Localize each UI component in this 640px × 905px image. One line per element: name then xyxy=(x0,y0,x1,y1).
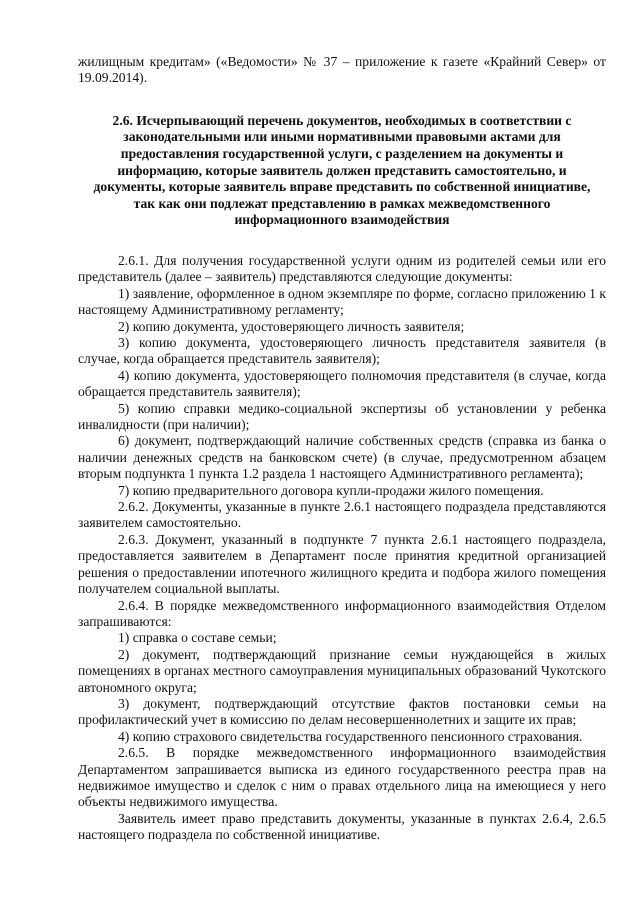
paragraph-2-6-2: 2.6.2. Документы, указанные в пункте 2.6.1 настоящего подраздела представляются заявителем самостоятельно. xyxy=(78,499,606,531)
paragraph-2-6-5: 2.6.5. В порядке межведомственного информационного взаимодействия Департаментом запрашивается выписка из единого государственного реестра прав на недвижимое имущество и сделок с ним о правах отдельного лица на имеющиеся у него объекты недвижимого имущества. xyxy=(78,745,606,810)
intro-paragraph: жилищным кредитам» («Ведомости» № 37 – приложение к газете «Крайний Север» от 19.09.2014). xyxy=(78,54,606,86)
list-item-2: 2) копию документа, удостоверяющего личность заявителя; xyxy=(118,318,465,334)
list-item-7: 7) копию предварительного договора купли-продажи жилого помещения. xyxy=(118,482,544,498)
closing-paragraph: Заявитель имеет право представить документы, указанные в пунктах 2.6.4, 2.6.5 настоящего подраздела по собственной инициативе. xyxy=(78,810,606,843)
request-item-1: 1) справка о составе семьи; xyxy=(118,630,277,646)
request-item-2: 2) документ, подтверждающий признание семьи нуждающейся в жилых помещениях в органах местного самоуправления муниципальных образований Чукотского автономного округа; xyxy=(78,646,606,695)
request-item-3: 3) документ, подтверждающий отсутствие фактов постановки семьи на профилактический учет в комиссию по делам несовершеннолетних и защите их прав; xyxy=(78,695,606,728)
document-page xyxy=(78,54,606,844)
list-item-1: 1) заявление, оформленное в одном экземпляре по форме, согласно приложению 1 к настоящему Административному регламенту; xyxy=(78,285,606,318)
paragraph-2-6-3: 2.6.3. Документ, указанный в подпункте 7 пункта 2.6.1 настоящего подраздела, предоставляется заявителем в Департамент после принятия кредитной организацией решения о предоставлении ипотечного жилищного кредита и подбора жилого помещения получателем социальной выплаты. xyxy=(78,531,606,597)
paragraph-2-6-1: 2.6.1. Для получения государственной услуги одним из родителей семьи или его представитель (далее – заявитель) представляются следующие документы: xyxy=(78,252,606,285)
list-item-4: 4) копию документа, удостоверяющего полномочия представителя (в случае, когда обращается представитель заявителя); xyxy=(78,367,606,400)
list-item-6: 6) документ, подтверждающий наличие собственных средств (справка из банка о наличии денежных средств на банковском счете) (в случае, предусмотренном абзацем вторым подпункта 1 пункта 1.2 раздела 1 настоящего Административного регламента); xyxy=(78,433,606,482)
paragraph-2-6-4: 2.6.4. В порядке межведомственного информационного взаимодействия Отделом запрашиваются: xyxy=(78,597,606,629)
request-item-4: 4) копию страхового свидетельства государственного пенсионного страхования. xyxy=(118,728,583,744)
list-item-3: 3) копию документа, удостоверяющего личность представителя заявителя (в случае, когда обращается представитель заявителя); xyxy=(78,335,606,367)
list-item-5: 5) копию справки медико-социальной экспертизы об установлении у ребенка инвалидности (при наличии); xyxy=(78,400,606,433)
section-title: 2.6. Исчерпывающий перечень документов, необходимых в соответствии с законодательными или иными нормативными правовыми актами для предоставления государственной услуги, с разделением на документы и информацию, которые заявитель должен представить самостоятельно, и документы, которые заявитель вправе представить по собственной инициативе, так как они подлежат представлению в рамках межведомственного информационного взаимодействия xyxy=(93,112,591,228)
